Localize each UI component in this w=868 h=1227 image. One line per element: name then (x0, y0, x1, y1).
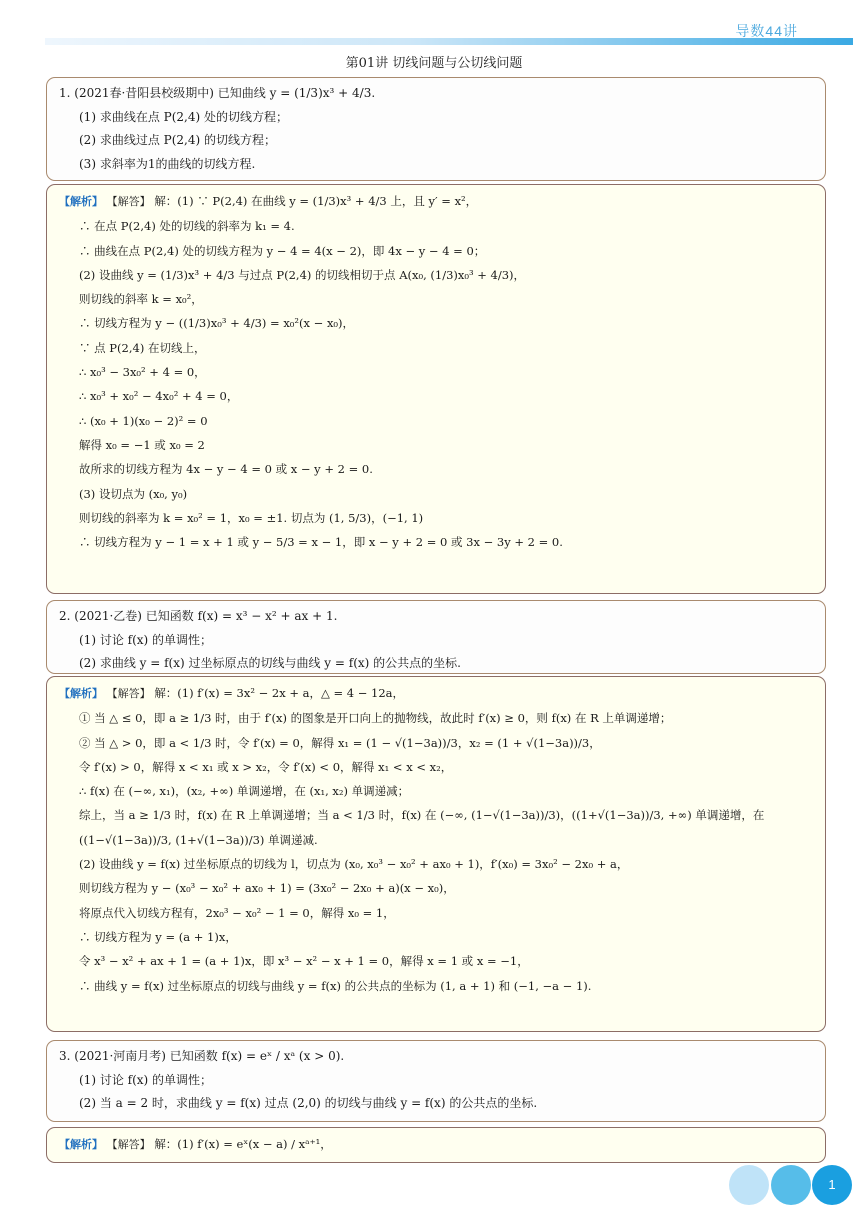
answer-3-first-line (59, 1132, 813, 1157)
answer-2-line-0: 解：(1) f′(x) = 3x² − 2x + a，△ = 4 − 12a， (154, 686, 405, 700)
answer-1-line-5: ∴ 切线方程为 y − ((1/3)x₀³ + 4/3) = x₀²(x − x₀)， (79, 316, 355, 331)
answer-1-line-3: (2) 设曲线 y = (1/3)x³ + 4/3 与过点 P(2,4) 的切线相切于点 A(x₀, (1/3)x₀³ + 4/3)， (79, 267, 526, 282)
answer-1-first-line (59, 189, 813, 214)
answer-1-line-4: 则切线的斜率 k = x₀²， (79, 292, 203, 307)
page-dot-light (729, 1165, 769, 1205)
question-1-part-2: (2) 求曲线过点 P(2,4) 的切线方程； (79, 133, 276, 147)
answer-2-line-11: 令 x³ − x² + ax + 1 = (a + 1)x，即 x³ − x² − x + 1 = 0，解得 x = 1 或 x = −1， (79, 954, 529, 969)
page-dot-medium (771, 1165, 811, 1205)
answer-2-line-7: (2) 设曲线 y = f(x) 过坐标原点的切线为 l，切点为 (x₀, x₀³ − x₀² + ax₀ + 1)，f′(x₀) = 3x₀² − 2x₀ + a， (79, 857, 629, 872)
question-3-part-2: (2) 当 a = 2 时，求曲线 y = f(x) 过点 (2,0) 的切线与曲线 y = f(x) 的公共点的坐标. (79, 1096, 538, 1110)
analysis-tag: 【解析】 (59, 687, 103, 700)
question-1-box (46, 77, 826, 181)
lecture-title: 第01讲 切线问题与公切线问题 (345, 56, 523, 71)
answer-1-line-2: ∴ 曲线在点 P(2,4) 处的切线方程为 y − 4 = 4(x − 2)，即 4x − y − 4 = 0； (79, 243, 486, 258)
page-number: 1 (812, 1165, 852, 1205)
answer-tag: 【解答】 (106, 1138, 151, 1151)
answer-1-box (46, 184, 826, 594)
answer-1-line-13: 则切线的斜率为 k = x₀² = 1，x₀ = ±1. 切点为 (1, 5/3)，(−1, 1) (79, 510, 424, 525)
answer-2-line-12: ∴ 曲线 y = f(x) 过坐标原点的切线与曲线 y = f(x) 的公共点的坐标为 (1, a + 1) 和 (−1, −a − 1). (79, 978, 592, 993)
answer-tag: 【解答】 (106, 195, 151, 208)
answer-2-line-8: 则切线方程为 y − (x₀³ − x₀² + ax₀ + 1) = (3x₀² − 2x₀ + a)(x − x₀)， (79, 881, 455, 896)
answer-1-line-8: ∴ x₀³ + x₀² − 4x₀² + 4 = 0， (79, 389, 239, 404)
answer-2-line-9: 将原点代入切线方程有，2x₀³ − x₀² − 1 = 0，解得 x₀ = 1， (79, 905, 395, 920)
answer-2-line-3: 令 f′(x) > 0，解得 x < x₁ 或 x > x₂，令 f′(x) < 0，解得 x₁ < x < x₂， (79, 759, 453, 774)
header-gradient-bar (45, 38, 853, 45)
question-2-stem: 2. (2021·乙卷) 已知函数 f(x) = x³ − x² + ax + 1. (59, 609, 338, 623)
answer-1-line-1: ∴ 在点 P(2,4) 处的切线的斜率为 k₁ = 4. (79, 219, 295, 234)
answer-1-line-7: ∴ x₀³ − 3x₀² + 4 = 0， (79, 365, 206, 380)
question-2-part-2: (2) 求曲线 y = f(x) 过坐标原点的切线与曲线 y = f(x) 的公共点的坐标. (79, 656, 461, 670)
answer-2-line-1: ① 当 △ ≤ 0，即 a ≥ 1/3 时，由于 f′(x) 的图象是开口向上的抛物线，故此时 f′(x) ≥ 0，则 f(x) 在 R 上单调递增； (79, 711, 672, 726)
answer-1-line-9: ∴ (x₀ + 1)(x₀ − 2)² = 0 (79, 413, 208, 428)
question-2-part-1: (1) 讨论 f(x) 的单调性； (79, 632, 213, 647)
question-3-stem: 3. (2021·河南月考) 已知函数 f(x) = eˣ / xᵃ (x > 0). (59, 1049, 345, 1063)
answer-1-line-12: (3) 设切点为 (x₀, y₀) (79, 486, 188, 501)
answer-3-box (46, 1127, 826, 1163)
question-1-part-3: (3) 求斜率为1的曲线的切线方程. (79, 156, 256, 171)
answer-tag: 【解答】 (106, 687, 151, 700)
answer-1-line-6: ∵ 点 P(2,4) 在切线上， (79, 340, 206, 355)
answer-1-line-11: 故所求的切线方程为 4x − y − 4 = 0 或 x − y + 2 = 0. (79, 462, 373, 477)
answer-2-first-line (59, 681, 813, 706)
question-3-box (46, 1040, 826, 1122)
answer-2-line-6: ((1−√(1−3a))/3, (1+√(1−3a))/3) 单调递减. (79, 832, 318, 847)
answer-1-line-14: ∴ 切线方程为 y − 1 = x + 1 或 y − 5/3 = x − 1，即 x − y + 2 = 0 或 3x − 3y + 2 = 0. (79, 535, 563, 550)
answer-2-line-2: ② 当 △ > 0，即 a < 1/3 时，令 f′(x) = 0，解得 x₁ = (1 − √(1−3a))/3，x₂ = (1 + √(1−3a))/3， (79, 735, 601, 750)
answer-2-line-10: ∴ 切线方程为 y = (a + 1)x， (79, 929, 237, 944)
answer-3-line-0: 解：(1) f′(x) = eˣ(x − a) / xᵃ⁺¹， (154, 1137, 332, 1151)
answer-2-line-4: ∴ f(x) 在 (−∞, x₁)，(x₂, +∞) 单调递增，在 (x₁, x₂) 单调递减； (79, 784, 410, 799)
answer-1-line-10: 解得 x₀ = −1 或 x₀ = 2 (79, 437, 205, 452)
answer-1-line-0: 解：(1) ∵ P(2,4) 在曲线 y = (1/3)x³ + 4/3 上，且 y′ = x²， (154, 194, 478, 208)
question-2-box (46, 600, 826, 674)
answer-2-box (46, 676, 826, 1032)
answer-2-line-5: 综上，当 a ≥ 1/3 时，f(x) 在 R 上单调递增；当 a < 1/3 时，f(x) 在 (−∞, (1−√(1−3a))/3)，((1+√(1−3a))/3, +∞) 单调递增，在 (79, 808, 765, 823)
series-title: 导数44讲 (735, 23, 798, 39)
question-1-part-1: (1) 求曲线在点 P(2,4) 处的切线方程； (79, 109, 288, 124)
analysis-tag: 【解析】 (59, 1138, 103, 1151)
question-3-part-1: (1) 讨论 f(x) 的单调性； (79, 1072, 213, 1087)
analysis-tag: 【解析】 (59, 195, 103, 208)
question-1-stem: 1. (2021春·昔阳县校级期中) 已知曲线 y = (1/3)x³ + 4/3. (59, 86, 376, 100)
